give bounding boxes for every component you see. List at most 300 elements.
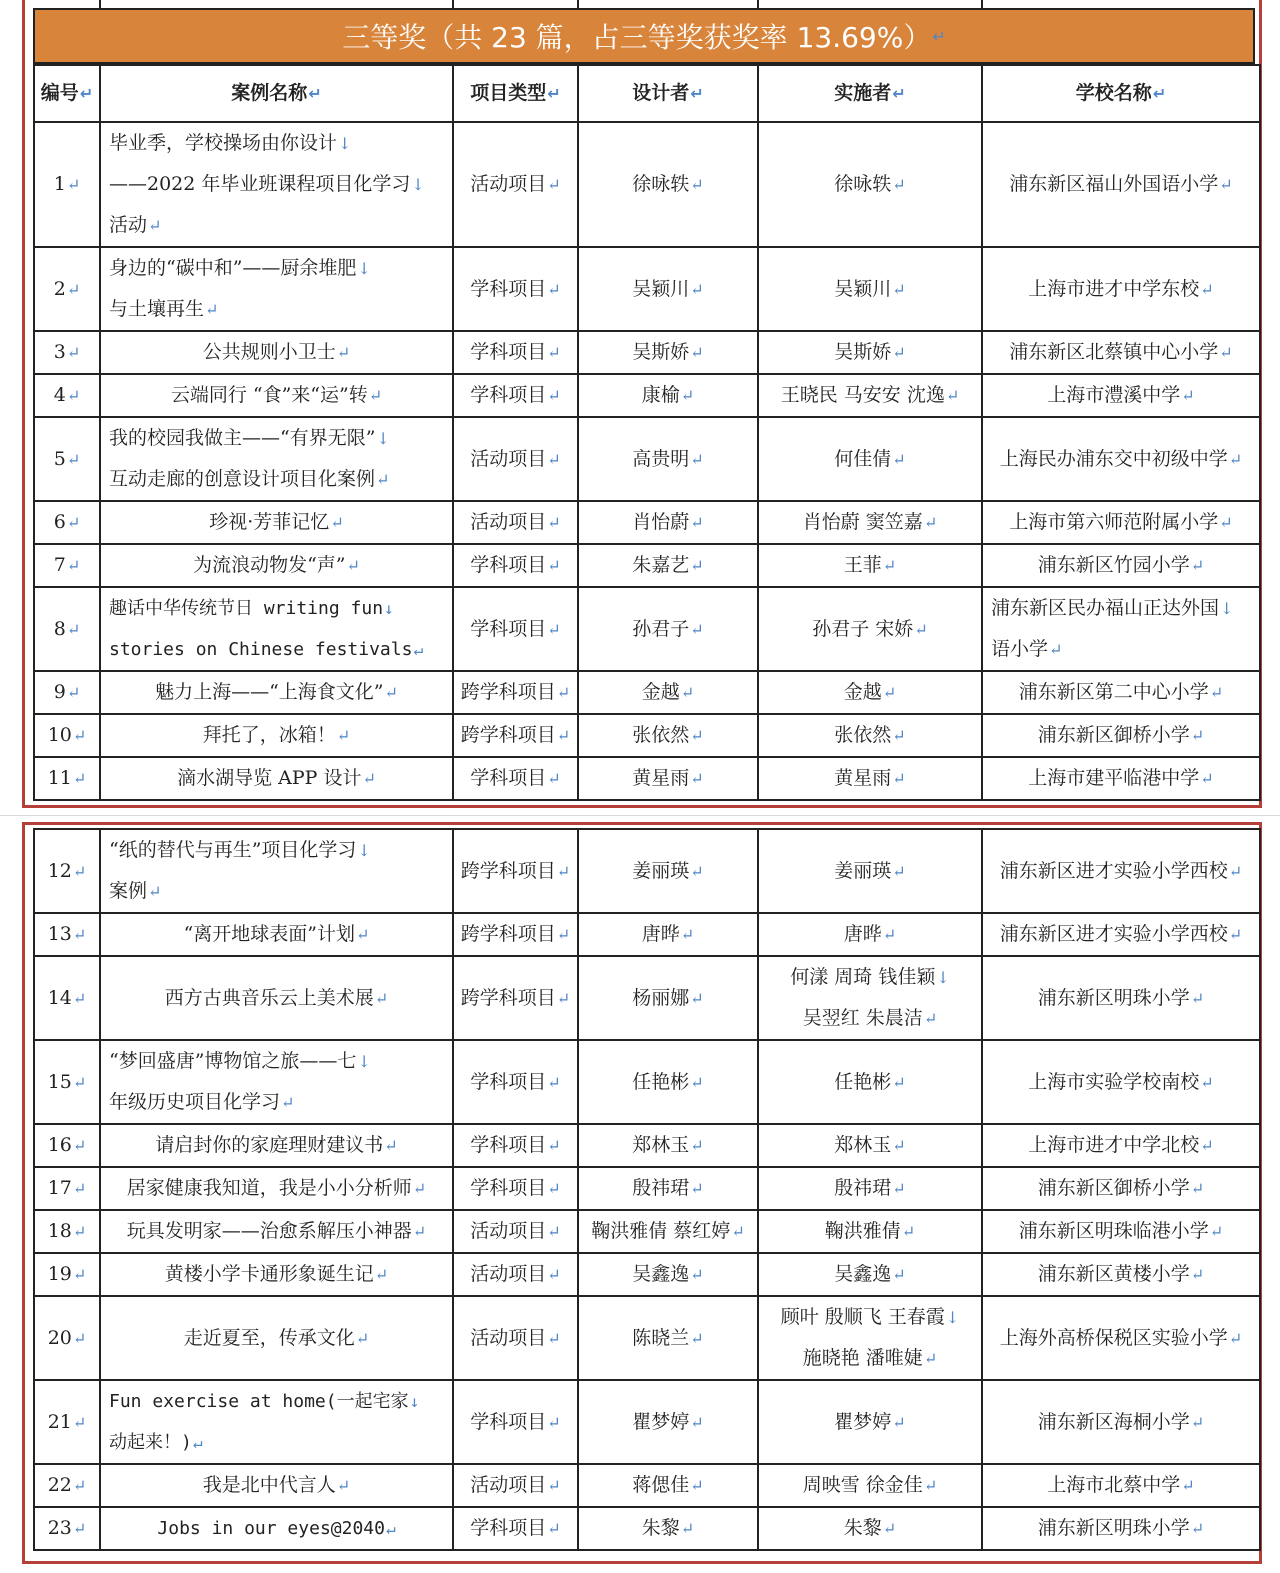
cell-case-name	[100, 913, 453, 956]
return-mark-icon: ↵	[72, 1328, 87, 1348]
return-mark-icon: ↵	[368, 386, 383, 405]
return-mark-icon: ↵	[547, 279, 561, 299]
cell-case-name	[100, 1124, 453, 1167]
cell-text-line: 走近夏至，传承文化↵	[183, 1326, 370, 1349]
return-mark-icon: ↵	[72, 1265, 87, 1284]
return-mark-icon: ↵	[690, 343, 704, 362]
column-stub	[452, 0, 454, 8]
cell-project-type: 学科项目↵	[453, 757, 578, 800]
return-mark-icon: ↵	[690, 175, 704, 194]
cell-case-name	[100, 544, 453, 587]
return-mark-icon: ↵	[882, 925, 897, 944]
return-mark-icon: ↵	[66, 279, 81, 299]
cell-designer: 孙君子↵	[578, 587, 758, 671]
return-mark-icon: ↵	[376, 470, 390, 489]
cell-text-line: 任艳彬↵	[834, 1070, 906, 1093]
return-mark-icon: ↵	[1209, 683, 1224, 702]
cell-number: 10↵	[34, 714, 100, 757]
cell-text-line: 吴斯娇↵	[834, 341, 906, 363]
cell-text-line: 居家健康我知道，我是小小分析师↵	[126, 1177, 427, 1199]
cell-number: 5↵	[34, 417, 100, 501]
cell-implementer	[758, 501, 982, 544]
cell-case-name	[100, 374, 453, 417]
table-header-row	[34, 65, 1260, 122]
return-mark-icon: ↵	[690, 1265, 704, 1284]
cell-school	[982, 1167, 1260, 1210]
cell-implementer	[758, 1040, 982, 1124]
cell-project-type: 活动项目↵	[453, 122, 578, 247]
cell-text-line: 与土壤再生↵	[109, 298, 219, 320]
header-school: 学校名称↵	[982, 65, 1260, 122]
cell-text-line: 黄楼小学卡通形象诞生记↵	[164, 1263, 389, 1285]
cell-number: 17↵	[34, 1167, 100, 1210]
cell-text-line: 郑林玉↵	[834, 1134, 906, 1156]
cell-text-line: 鞠洪雅倩↵	[824, 1220, 916, 1242]
cell-implementer	[758, 829, 982, 913]
table-row	[34, 587, 1260, 671]
line-break-mark-icon: ↓	[357, 1052, 371, 1071]
cell-project-type: 活动项目↵	[453, 1296, 578, 1380]
return-mark-icon: ↵	[547, 619, 561, 639]
line-break-mark-icon: ↓	[384, 599, 394, 618]
cell-number: 12↵	[34, 829, 100, 913]
cell-school	[982, 956, 1260, 1040]
cell-number: 4↵	[34, 374, 100, 417]
cell-case-name	[100, 1464, 453, 1507]
cell-project-type: 活动项目↵	[453, 417, 578, 501]
cell-text-line: 上海市进才中学北校↵	[1028, 1134, 1214, 1156]
return-mark-icon: ↵	[336, 726, 351, 745]
cell-designer: 唐晔↵	[578, 913, 758, 956]
cell-case-name	[100, 1507, 453, 1550]
table-row	[34, 1464, 1260, 1507]
cell-number: 21↵	[34, 1380, 100, 1464]
cell-implementer	[758, 1296, 982, 1380]
cell-school	[982, 757, 1260, 800]
cell-text-line: 何佳倩↵	[834, 447, 906, 470]
return-mark-icon: ↵	[412, 1222, 427, 1241]
cell-text-line: 滴水湖导览 APP 设计↵	[177, 767, 376, 789]
cell-text-line: 我是北中代言人↵	[202, 1474, 351, 1496]
return-mark-icon: ↵	[1219, 175, 1233, 194]
cell-project-type: 跨学科项目↵	[453, 956, 578, 1040]
table-row	[34, 1167, 1260, 1210]
table-row	[34, 417, 1260, 501]
cell-text-line: 周映雪 徐金佳↵	[802, 1474, 938, 1496]
cell-designer: 郑林玉↵	[578, 1124, 758, 1167]
cell-text-line: 上海市建平临港中学↵	[1028, 767, 1214, 789]
cell-text-line: 朱黎↵	[843, 1517, 897, 1539]
cell-text-line: 浦东新区明珠小学↵	[1037, 986, 1205, 1009]
cell-school	[982, 714, 1260, 757]
return-mark-icon: ↵	[1219, 513, 1233, 532]
cell-text-line: 殷祎珺↵	[834, 1177, 906, 1199]
return-mark-icon: ↵	[556, 683, 571, 702]
line-break-mark-icon: ↓	[411, 175, 425, 194]
return-mark-icon: ↵	[1200, 1072, 1214, 1092]
cell-number: 9↵	[34, 671, 100, 714]
cell-implementer	[758, 122, 982, 247]
return-mark-icon: ↵	[547, 1519, 561, 1538]
table-row	[34, 1040, 1260, 1124]
return-mark-icon: ↵	[901, 1222, 916, 1241]
cell-text-line: 浦东新区明珠临港小学↵	[1018, 1220, 1224, 1242]
cell-text-line: 唐晔↵	[843, 923, 897, 945]
return-mark-icon: ↵	[690, 1072, 704, 1092]
return-mark-icon: ↵	[66, 619, 81, 639]
line-break-mark-icon: ↓	[945, 1308, 960, 1327]
cell-text-line: 浦东新区御桥小学↵	[1037, 724, 1205, 746]
table-row	[34, 247, 1260, 331]
return-mark-icon: ↵	[1049, 640, 1063, 659]
cell-school	[982, 501, 1260, 544]
return-mark-icon: ↵	[384, 683, 398, 702]
return-mark-icon: ↵	[72, 861, 87, 881]
cell-case-name	[100, 1253, 453, 1296]
cell-implementer	[758, 331, 982, 374]
cell-text-line: stories on Chinese festivals↵	[109, 639, 424, 660]
return-mark-icon: ↵	[412, 1179, 427, 1198]
cell-number: 1↵	[34, 122, 100, 247]
cell-text-line: 瞿梦婷↵	[834, 1410, 906, 1433]
return-mark-icon: ↵	[72, 925, 87, 944]
return-mark-icon: ↵	[66, 683, 81, 702]
cell-school	[982, 829, 1260, 913]
award-table-page-2	[33, 828, 1261, 1551]
return-mark-icon: ↵	[1190, 556, 1205, 575]
line-break-mark-icon: ↓	[936, 968, 950, 987]
return-mark-icon: ↵	[281, 1093, 295, 1112]
return-mark-icon: ↵	[690, 726, 704, 745]
return-mark-icon: ↵	[690, 1328, 704, 1348]
return-mark-icon: ↵	[384, 1136, 398, 1155]
return-mark-icon: ↵	[680, 683, 695, 702]
page-separator	[0, 815, 1280, 816]
return-mark-icon: ↵	[1228, 861, 1243, 881]
cell-number: 23↵	[34, 1507, 100, 1550]
return-mark-icon: ↵	[72, 1179, 87, 1198]
return-mark-icon: ↵	[336, 1476, 351, 1495]
cell-case-name	[100, 501, 453, 544]
cell-school	[982, 1040, 1260, 1124]
line-break-mark-icon: ↓	[376, 429, 390, 448]
table-row	[34, 1124, 1260, 1167]
cell-text-line: 浦东新区海桐小学↵	[1037, 1410, 1205, 1433]
cell-designer: 徐咏轶↵	[578, 122, 758, 247]
line-break-mark-icon: ↓	[357, 841, 371, 860]
return-mark-icon: ↵	[547, 386, 561, 405]
return-mark-icon: ↵	[547, 1072, 561, 1092]
cell-number: 18↵	[34, 1210, 100, 1253]
cell-case-name	[100, 331, 453, 374]
header-designer: 设计者↵	[578, 65, 758, 122]
return-mark-icon: ↵	[72, 1476, 87, 1495]
cell-text-line: 年级历史项目化学习↵	[109, 1091, 295, 1113]
cell-text-line: 浦东新区进才实验小学西校↵	[999, 859, 1243, 882]
return-mark-icon: ↵	[690, 1412, 704, 1432]
cell-number: 8↵	[34, 587, 100, 671]
cell-text-line: 为流浪动物发“声”↵	[193, 554, 360, 576]
cell-implementer	[758, 1507, 982, 1550]
return-mark-icon: ↵	[556, 726, 571, 745]
cell-implementer	[758, 1124, 982, 1167]
return-mark-icon: ↵	[680, 925, 695, 944]
table-row	[34, 1380, 1260, 1464]
return-mark-icon: ↵	[1190, 726, 1205, 745]
cell-designer: 杨丽娜↵	[578, 956, 758, 1040]
table-row	[34, 1507, 1260, 1550]
return-mark-icon: ↵	[547, 513, 561, 532]
return-mark-icon: ↵	[336, 343, 351, 362]
cell-designer: 陈晓兰↵	[578, 1296, 758, 1380]
cell-text-line: 浦东新区竹园小学↵	[1037, 554, 1205, 576]
cell-school	[982, 913, 1260, 956]
return-mark-icon: ↵	[1190, 1519, 1205, 1538]
cell-text-line: 毕业季，学校操场由你设计↓	[109, 132, 352, 154]
table-row	[34, 829, 1260, 913]
cell-text-line: 顾叶 殷顺飞 王春霞↓	[780, 1306, 960, 1328]
cell-text-line: 张依然↵	[834, 724, 906, 746]
cell-project-type: 跨学科项目↵	[453, 671, 578, 714]
cell-text-line: 浦东新区民办福山正达外国↓	[991, 597, 1234, 619]
cell-school	[982, 331, 1260, 374]
cell-text-line: 上海市实验学校南校↵	[1028, 1070, 1214, 1093]
return-mark-icon: ↵	[547, 449, 561, 469]
cell-project-type: 活动项目↵	[453, 1464, 578, 1507]
return-mark-icon: ↵	[547, 1179, 561, 1198]
cell-text-line: 上海民办浦东交中初级中学↵	[999, 447, 1243, 470]
return-mark-icon: ↵	[547, 1136, 561, 1155]
cell-case-name	[100, 122, 453, 247]
cell-designer: 瞿梦婷↵	[578, 1380, 758, 1464]
return-mark-icon: ↵	[690, 988, 704, 1008]
return-mark-icon: ↵	[882, 556, 897, 575]
cell-text-line: 身边的“碳中和”——厨余堆肥↓	[109, 257, 371, 279]
cell-text-line: 公共规则小卫士↵	[202, 341, 351, 363]
cell-text-line: 互动走廊的创意设计项目化案例↵	[109, 468, 390, 490]
cell-text-line: 上海市进才中学东校↵	[1028, 277, 1214, 300]
cell-implementer	[758, 587, 982, 671]
cell-number: 22↵	[34, 1464, 100, 1507]
cell-designer: 姜丽瑛↵	[578, 829, 758, 913]
return-mark-icon: ↵	[1190, 1265, 1205, 1284]
return-mark-icon: ↵	[356, 925, 370, 944]
return-mark-icon: ↵	[66, 556, 81, 575]
return-mark-icon: ↵	[690, 1476, 704, 1495]
cell-implementer	[758, 671, 982, 714]
return-mark-icon: ↵	[731, 1222, 745, 1241]
cell-designer: 鞠洪雅倩 蔡红婷↵	[578, 1210, 758, 1253]
return-mark-icon: ↵	[690, 769, 704, 788]
return-mark-icon: ↵	[547, 769, 561, 788]
header-case-name: 案例名称↵	[100, 65, 453, 122]
cell-project-type: 学科项目↵	[453, 247, 578, 331]
cell-text-line: 活动↵	[109, 214, 162, 236]
return-mark-icon: ↵	[1200, 1136, 1214, 1155]
cell-designer: 任艳彬↵	[578, 1040, 758, 1124]
return-mark-icon: ↵	[892, 175, 906, 194]
return-mark-icon: ↵	[690, 513, 704, 532]
return-mark-icon: ↵	[547, 343, 561, 362]
return-mark-icon: ↵	[547, 175, 561, 194]
cell-number: 7↵	[34, 544, 100, 587]
column-stub	[981, 0, 983, 8]
return-mark-icon: ↵	[72, 1222, 87, 1241]
cell-school	[982, 1380, 1260, 1464]
document-page-1	[22, 0, 1262, 808]
line-break-mark-icon: ↓	[409, 1392, 420, 1411]
line-break-mark-icon: ↓	[1220, 599, 1234, 618]
table-row	[34, 1296, 1260, 1380]
return-mark-icon: ↵	[1228, 449, 1243, 469]
cell-implementer	[758, 417, 982, 501]
cell-text-line: 我的校园我做主——“有界无限”↓	[109, 427, 390, 449]
cell-text-line: “纸的替代与再生”项目化学习↓	[109, 839, 371, 861]
cell-school	[982, 587, 1260, 671]
cell-text-line: 浦东新区第二中心小学↵	[1018, 681, 1224, 703]
return-mark-icon: ↵	[690, 1179, 704, 1198]
cell-text-line: 黄星雨↵	[834, 767, 906, 789]
cell-text-line: 动起来！)↵	[109, 1432, 203, 1453]
return-mark-icon: ↵	[1209, 1222, 1224, 1241]
cell-school	[982, 1124, 1260, 1167]
cell-project-type: 学科项目↵	[453, 1507, 578, 1550]
return-mark-icon: ↵	[882, 683, 897, 702]
cell-text-line: 王菲↵	[843, 554, 897, 576]
return-mark-icon: ↵	[205, 300, 219, 319]
return-mark-icon: ↵	[892, 861, 906, 881]
cell-text-line: 云端同行 “食”来“运”转↵	[170, 384, 383, 406]
cell-school	[982, 374, 1260, 417]
cell-implementer	[758, 374, 982, 417]
table-row	[34, 956, 1260, 1040]
table-row	[34, 1210, 1260, 1253]
cell-text-line: 玩具发明家——治愈系解压小神器↵	[126, 1220, 427, 1242]
return-mark-icon: ↵	[547, 1265, 561, 1284]
cell-case-name	[100, 1040, 453, 1124]
return-mark-icon: ↵	[1190, 1412, 1205, 1432]
cell-implementer	[758, 1380, 982, 1464]
cell-number: 2↵	[34, 247, 100, 331]
cell-number: 14↵	[34, 956, 100, 1040]
return-mark-icon: ↵	[1219, 343, 1233, 362]
cell-designer: 黄星雨↵	[578, 757, 758, 800]
cell-project-type: 学科项目↵	[453, 544, 578, 587]
return-mark-icon: ↵	[72, 1412, 87, 1432]
cell-case-name	[100, 247, 453, 331]
table-row	[34, 757, 1260, 800]
return-mark-icon: ↵	[945, 386, 960, 405]
cell-project-type: 活动项目↵	[453, 501, 578, 544]
return-mark-icon: ↵	[547, 1222, 561, 1241]
return-mark-icon: ↵	[547, 1412, 561, 1432]
cell-project-type: 跨学科项目↵	[453, 714, 578, 757]
cell-case-name	[100, 714, 453, 757]
header-implementer: 实施者↵	[758, 65, 982, 122]
cell-text-line: “梦回盛唐”博物馆之旅——七↓	[109, 1050, 371, 1072]
cell-case-name	[100, 417, 453, 501]
return-mark-icon: ↵	[72, 726, 87, 745]
return-mark-icon: ↵	[72, 1519, 87, 1538]
cell-text-line: 王晓民 马安安 沈逸↵	[780, 384, 960, 406]
return-mark-icon: ↵	[66, 513, 81, 532]
cell-school	[982, 122, 1260, 247]
cell-designer: 朱嘉艺↵	[578, 544, 758, 587]
return-mark-icon: ↵	[1181, 1476, 1195, 1495]
return-mark-icon: ↵	[690, 449, 704, 469]
return-mark-icon: ↵	[690, 556, 704, 575]
cell-text-line: 上海市第六师范附属小学↵	[1009, 511, 1233, 533]
cell-case-name	[100, 956, 453, 1040]
return-mark-icon: ↵	[680, 386, 695, 405]
cell-text-line: ——2022 年毕业班课程项目化学习↓	[109, 173, 425, 195]
return-mark-icon: ↵	[892, 343, 906, 362]
cell-school	[982, 544, 1260, 587]
cell-text-line: 徐咏轶↵	[834, 173, 906, 195]
cell-number: 16↵	[34, 1124, 100, 1167]
cell-project-type: 学科项目↵	[453, 1040, 578, 1124]
return-mark-icon: ↵	[923, 1009, 938, 1028]
return-mark-icon: ↵	[374, 988, 389, 1008]
return-mark-icon: ↵	[66, 386, 81, 405]
cell-implementer	[758, 714, 982, 757]
cell-implementer	[758, 544, 982, 587]
return-mark-icon: ↵	[72, 1072, 87, 1092]
return-mark-icon: ↵	[892, 1265, 906, 1284]
return-mark-icon: ↵	[556, 861, 571, 881]
return-mark-icon: ↵	[413, 640, 424, 659]
cell-school	[982, 1296, 1260, 1380]
cell-number: 11↵	[34, 757, 100, 800]
cell-text-line: 趣话中华传统节日 writing fun↓	[109, 598, 394, 619]
header-number: 编号↵	[34, 65, 100, 122]
return-mark-icon: ↵	[690, 1136, 704, 1155]
cell-designer: 高贵明↵	[578, 417, 758, 501]
table-row	[34, 544, 1260, 587]
table-row	[34, 331, 1260, 374]
cell-number: 6↵	[34, 501, 100, 544]
return-mark-icon: ↵	[346, 556, 360, 575]
return-mark-icon: ↵	[892, 1179, 906, 1198]
cell-designer: 吴鑫逸↵	[578, 1253, 758, 1296]
header-project-type: 项目类型↵	[453, 65, 578, 122]
cell-text-line: 魅力上海——“上海食文化”↵	[155, 681, 398, 703]
document-page-2	[22, 822, 1262, 1564]
return-mark-icon: ↵	[1190, 988, 1205, 1008]
cell-text-line: 拜托了，冰箱！↵	[202, 724, 351, 746]
return-mark-icon: ↵	[72, 769, 87, 788]
cell-school	[982, 247, 1260, 331]
cell-case-name	[100, 587, 453, 671]
cell-designer: 吴斯娇↵	[578, 331, 758, 374]
cell-case-name	[100, 829, 453, 913]
page-gap	[0, 810, 1280, 822]
cell-school	[982, 1464, 1260, 1507]
cell-project-type: 学科项目↵	[453, 1124, 578, 1167]
return-mark-icon: ↵	[330, 513, 344, 532]
cell-case-name	[100, 1380, 453, 1464]
cell-number: 15↵	[34, 1040, 100, 1124]
cell-implementer	[758, 956, 982, 1040]
return-mark-icon: ↵	[355, 1328, 370, 1348]
table-row	[34, 501, 1260, 544]
cell-implementer	[758, 1464, 982, 1507]
return-mark-icon: ↵	[1190, 1179, 1205, 1198]
return-mark-icon: ↵	[72, 988, 87, 1008]
return-mark-icon: ↵	[385, 1519, 396, 1538]
page-2-content	[33, 825, 1255, 1561]
cell-implementer	[758, 913, 982, 956]
